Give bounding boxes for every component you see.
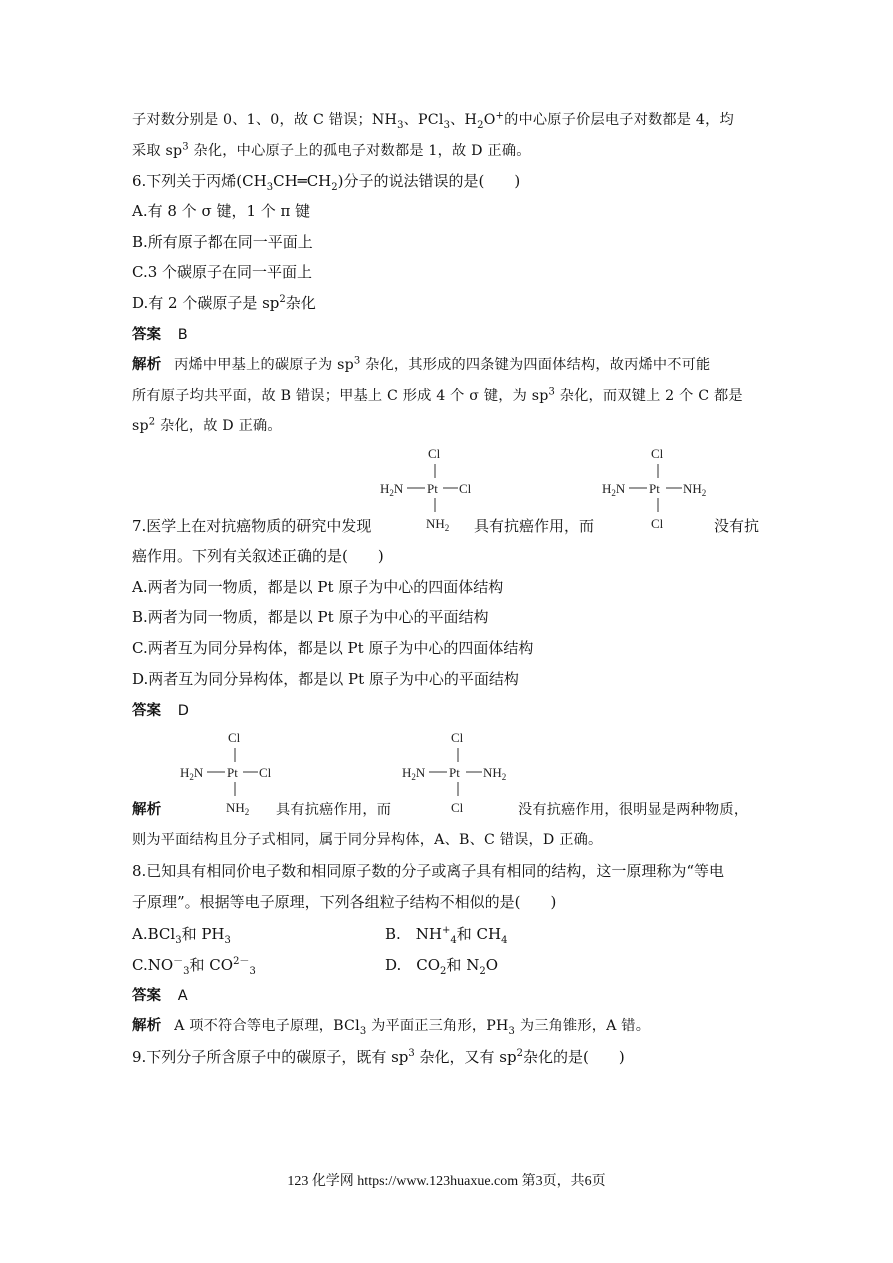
trans-platin-structure-explanation [400, 726, 530, 814]
h2n-left-label: $H_2N$ [602, 481, 626, 498]
sup: + [495, 110, 505, 122]
text: D.有 2 个碳原子是 sp [132, 294, 280, 312]
text: 的中心原子价层电子对数都是 4，均 [504, 112, 734, 128]
q7-option-d: D.两者互为同分异构体，都是以 Pt 原子为中心的平面结构 [132, 670, 519, 688]
sub: 3 [508, 1025, 516, 1037]
pt-center-label: Pt [649, 481, 660, 496]
nh2-right-label: $NH_2$ [483, 765, 507, 782]
q7-option-c: C.两者互为同分异构体，都是以 Pt 原子为中心的四面体结构 [132, 639, 534, 657]
trans-platin-structure-q7 [600, 442, 730, 530]
text: O [483, 112, 496, 128]
nh2-bottom-label: $NH_2$ [226, 800, 250, 816]
sup: － [173, 956, 184, 967]
sup: 3 [353, 355, 361, 367]
q8-explanation [132, 1016, 650, 1036]
q6-option-d [132, 293, 316, 313]
h2n-left-label: $H_2N$ [180, 765, 204, 782]
q6-explanation-line2 [132, 386, 743, 406]
h2n-left-label: $H_2N$ [380, 481, 404, 498]
q7-explanation-mid: 具有抗癌作用，而 [276, 802, 392, 818]
text: A.BCl [132, 925, 176, 943]
sup: 2 [516, 1048, 523, 1059]
answer-label: 答案 [132, 703, 161, 719]
nh2-right-label: $NH_2$ [683, 481, 707, 498]
q7-stem-end: 没有抗 [714, 517, 760, 535]
sub: 4 [501, 935, 508, 946]
cl-right-label: Cl [459, 481, 472, 496]
text: 6.下列关于丙烯(CH [132, 172, 267, 190]
text: 子对数分别是 0、1、0，故 C 错误；NH [132, 112, 398, 128]
text: CH═CH [273, 172, 332, 190]
sup: 3 [182, 141, 189, 153]
exp5-line2 [132, 141, 531, 161]
text: 采取 sp [132, 143, 183, 159]
answer-label: 答案 [132, 988, 161, 1004]
sub: 3 [249, 966, 256, 977]
text: 和 PH [181, 925, 225, 943]
cl-top-label: Cl [451, 730, 464, 745]
sub: 3 [175, 935, 182, 946]
cl-bottom-label: Cl [451, 800, 464, 815]
pt-center-label: Pt [227, 765, 238, 780]
text: 9.下列分子所含原子中的碳原子，既有 sp [132, 1048, 409, 1066]
text: 为三角锥形，A 错。 [515, 1018, 651, 1034]
q6-explanation-line1 [132, 355, 710, 375]
text: 和 CO [189, 956, 234, 974]
text: 杂化，而双键上 2 个 C 都是 [555, 388, 743, 404]
sub: 2 [479, 966, 486, 977]
explanation-label: 解析 [132, 802, 162, 818]
q6-option-b: B.所有原子都在同一平面上 [132, 233, 313, 251]
q9-stem [132, 1047, 625, 1067]
q8-option-a [132, 924, 231, 944]
text: 杂化，其形成的四条键为四面体结构，故丙烯中不可能 [360, 357, 711, 373]
q8-option-b [385, 924, 507, 944]
sub: 2 [440, 966, 447, 977]
sub: 2 [331, 182, 338, 193]
nh2-bottom-label: $NH_2$ [426, 516, 450, 532]
q6-stem [132, 171, 520, 191]
q7-stem-line2: 癌作用。下列有关叙述正确的是( ) [132, 547, 384, 565]
text: )分子的说法错误的是( ) [337, 172, 521, 190]
cl-top-label: Cl [651, 446, 664, 461]
text: 杂化 [285, 294, 316, 312]
page-footer: 123 化学网 https://www.123huaxue.com 第3页，共6页 [287, 1174, 606, 1189]
q7-option-a: A.两者为同一物质，都是以 Pt 原子为中心的四面体结构 [132, 578, 504, 596]
text: B. NH [385, 925, 442, 943]
text: 杂化，故 D 正确。 [155, 418, 282, 434]
sup: 2 [279, 294, 286, 305]
sup: + [442, 925, 451, 936]
cl-top-label: Cl [228, 730, 241, 745]
text: D. CO [385, 956, 441, 974]
q8-stem-line2: 子原理”。根据等电子原理，下列各组粒子结构不相似的是( ) [132, 893, 557, 911]
q7-explanation-label-line [132, 800, 161, 820]
q8-option-d [385, 955, 498, 975]
cl-top-label: Cl [428, 446, 441, 461]
text: C.NO [132, 956, 174, 974]
answer-value: B [177, 327, 188, 343]
q8-stem-line1: 8.已知具有相同价电子数和相同原子数的分子或离子具有相同的结构，这一原理称为“等电 [132, 862, 724, 880]
text: 杂化，中心原子上的孤电子对数都是 1，故 D 正确。 [188, 143, 531, 159]
explanation-label: 解析 [132, 1018, 162, 1034]
pt-center-label: Pt [449, 765, 460, 780]
sub: 3 [266, 182, 274, 193]
sub: 2 [477, 119, 484, 131]
text: 杂化，又有 sp [414, 1048, 517, 1066]
exp5-line1 [132, 110, 734, 130]
sup: 3 [548, 386, 556, 398]
sub: 3 [359, 1025, 367, 1037]
cl-right-label: Cl [259, 765, 272, 780]
text: 杂化的是( ) [522, 1048, 625, 1066]
q6-option-a: A.有 8 个 σ 键，1 个 π 键 [132, 202, 311, 220]
answer-value: D [177, 703, 189, 719]
sup: 3 [408, 1048, 415, 1059]
q7-stem-mid: 具有抗癌作用，而 [474, 517, 595, 535]
sub: 3 [224, 935, 231, 946]
answer-value: A [177, 988, 188, 1004]
q7-explanation-end: 没有抗癌作用，很明显是两种物质， [518, 802, 749, 818]
pt-center-label: Pt [427, 481, 438, 496]
text: 7.医学上在对抗癌物质的研究中发现 [132, 517, 372, 535]
text: A 项不符合等电子原理，BCl [174, 1018, 360, 1034]
q6-answer [132, 324, 188, 345]
text: 丙烯中甲基上的碳原子为 sp [174, 357, 354, 373]
q6-option-c: C.3 个碳原子在同一平面上 [132, 263, 313, 281]
q8-answer [132, 985, 188, 1006]
q6-explanation-line3 [132, 416, 282, 436]
answer-label: 答案 [132, 327, 161, 343]
q7-option-b: B.两者为同一物质，都是以 Pt 原子为中心的平面结构 [132, 608, 489, 626]
sub: 3 [443, 119, 451, 131]
q7-explanation-line2: 则为平面结构且分子式相同，属于同分异构体，A、B、C 错误，D 正确。 [132, 832, 603, 848]
h2n-left-label: $H_2N$ [402, 765, 426, 782]
text: 和 N [446, 956, 480, 974]
text: O [485, 956, 499, 974]
sub: 3 [397, 119, 404, 131]
q7-stem-line1 [132, 516, 371, 536]
sub: 3 [183, 966, 190, 977]
q8-option-c [132, 955, 256, 975]
text: 、H [450, 112, 478, 128]
text: 所有原子均共平面，故 B 错误；甲基上 C 形成 4 个 σ 键，为 sp [132, 388, 549, 404]
sup: 2－ [233, 956, 250, 967]
text: 、PCl [403, 112, 444, 128]
sup: 2 [148, 416, 156, 428]
q7-answer [132, 700, 189, 721]
explanation-label: 解析 [132, 357, 162, 373]
cl-bottom-label: Cl [651, 516, 664, 531]
text: sp [132, 418, 149, 434]
sub: 4 [450, 935, 457, 946]
text: 和 CH [456, 925, 502, 943]
text: 为平面正三角形，PH [366, 1018, 509, 1034]
